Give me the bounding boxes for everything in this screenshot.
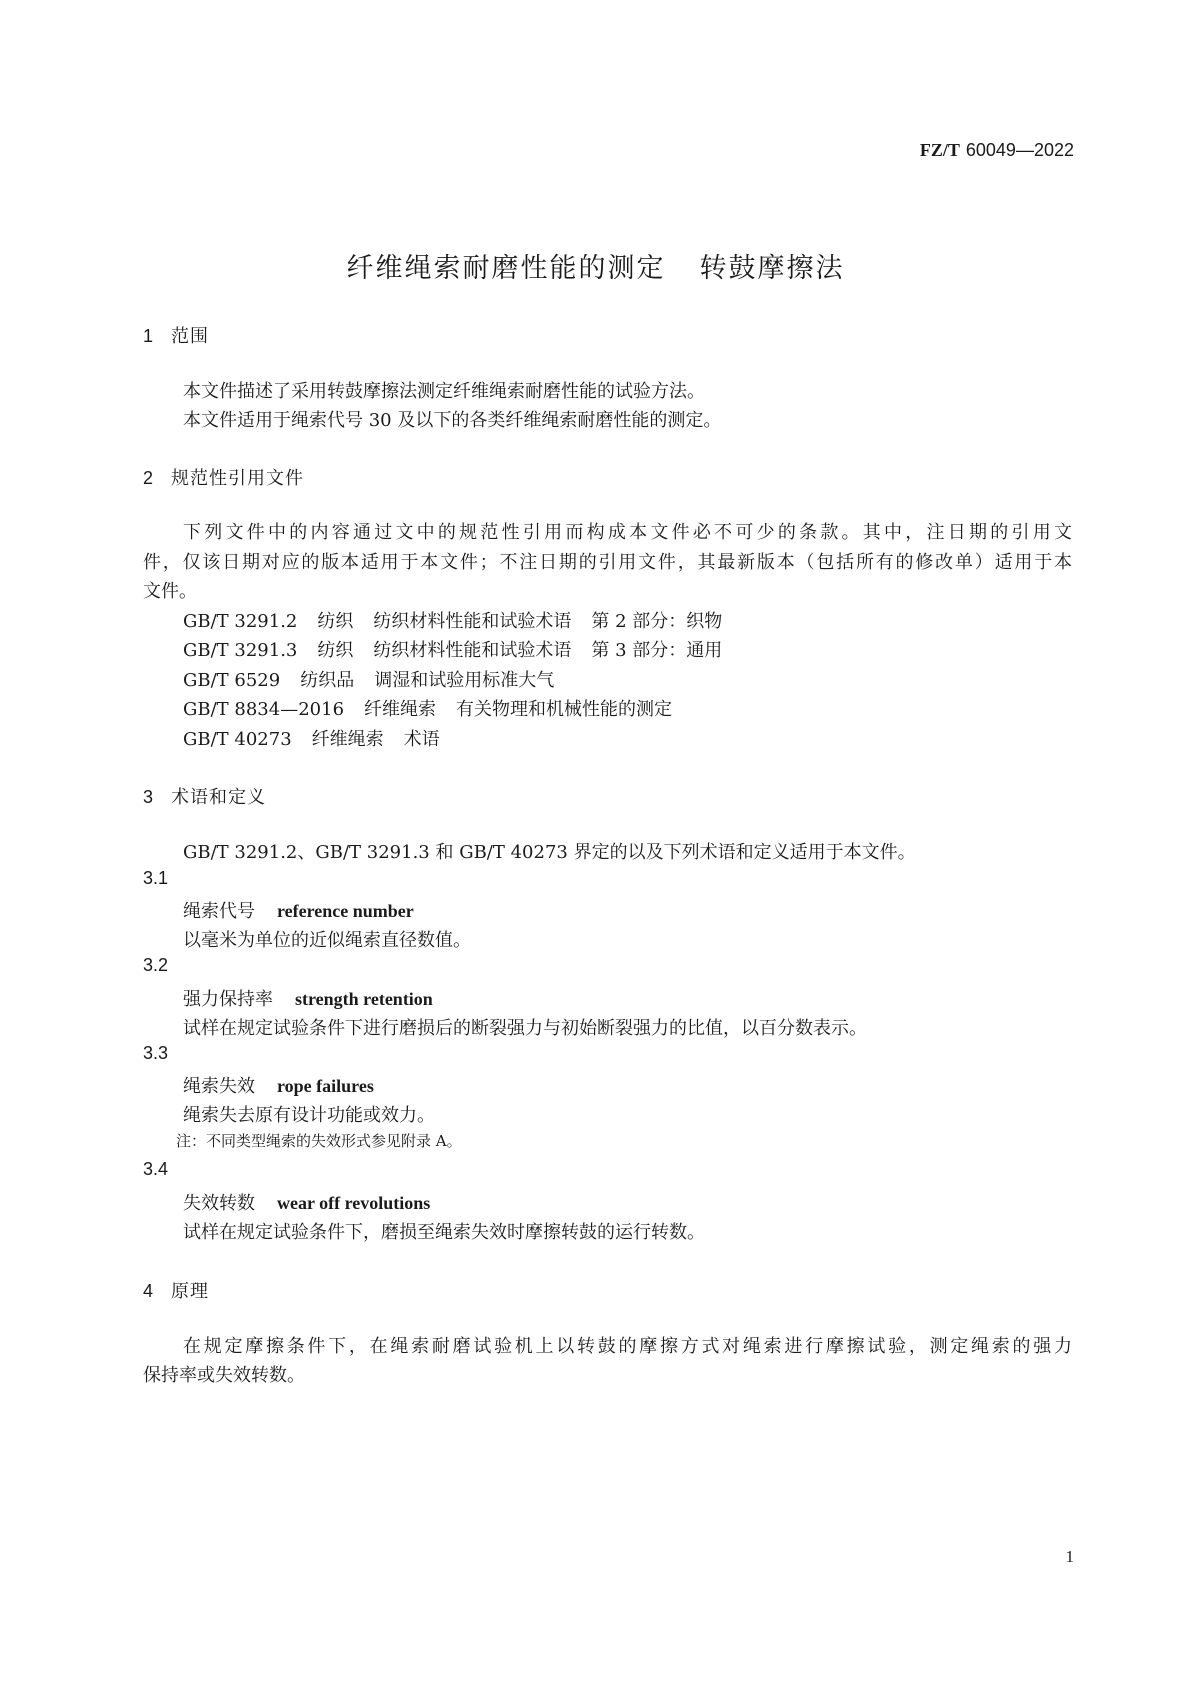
section-4-para-line-1: 在规定摩擦条件下，在绳索耐磨试验机上以转鼓的摩擦方式对绳索进行摩擦试验，测定绳索的强力 xyxy=(183,1336,1072,1357)
section-1-para-2: 本文件适用于绳索代号 30 及以下的各类纤维绳索耐磨性能的测定。 xyxy=(183,410,722,431)
term-note: 注：不同类型绳索的失效形式参见附录 A。 xyxy=(176,1132,462,1150)
reference-item: GB/T 3291.2 纺织 纺织材料性能和试验术语 第 2 部分：织物 xyxy=(183,611,723,632)
section-2-intro-line-2: 件，仅该日期对应的版本适用于本文件；不注日期的引用文件，其最新版本（包括所有的修改单）适用于本 xyxy=(143,552,1072,573)
reference-item: GB/T 40273 纤维绳索 术语 xyxy=(183,729,440,750)
document-title xyxy=(0,246,1191,285)
section-4-para-line-2: 保持率或失效转数。 xyxy=(143,1365,305,1386)
section-2-intro-line-3: 文件。 xyxy=(143,581,197,602)
section-4-heading: 4 原理 xyxy=(143,1281,209,1302)
section-2-intro-line-1: 下列文件中的内容通过文中的规范性引用而构成本文件必不可少的条款。其中，注日期的引用文 xyxy=(183,522,1072,543)
term-heading: 强力保持率 strength retention xyxy=(183,989,433,1010)
clause-number: 3.3 xyxy=(143,1043,169,1063)
term-definition: 以毫米为单位的近似绳索直径数值。 xyxy=(183,930,471,951)
term-definition: 绳索失去原有设计功能或效力。 xyxy=(183,1105,435,1126)
standard-prefix: FZ/T xyxy=(919,140,960,160)
reference-item: GB/T 3291.3 纺织 纺织材料性能和试验术语 第 3 部分：通用 xyxy=(183,640,723,661)
term-heading: 绳索代号 reference number xyxy=(183,901,414,922)
clause-number: 3.2 xyxy=(143,955,169,975)
term-definition: 试样在规定试验条件下进行磨损后的断裂强力与初始断裂强力的比值，以百分数表示。 xyxy=(183,1018,867,1039)
reference-item: GB/T 6529 纺织品 调湿和试验用标准大气 xyxy=(183,670,555,691)
term-heading: 失效转数 wear off revolutions xyxy=(183,1193,431,1214)
standard-code: 60049—2022 xyxy=(965,140,1074,160)
page-number: 1 xyxy=(1065,1547,1074,1566)
section-3-intro: GB/T 3291.2、GB/T 3291.3 和 GB/T 40273 界定的以及下列术语和定义适用于本文件。 xyxy=(183,842,916,863)
clause-number: 3.4 xyxy=(143,1159,169,1179)
section-3-heading: 3 术语和定义 xyxy=(143,787,266,808)
title-sub: 转鼓摩擦法 xyxy=(699,253,845,284)
section-1-para-1: 本文件描述了采用转鼓摩擦法测定纤维绳索耐磨性能的试验方法。 xyxy=(183,381,705,402)
standard-number xyxy=(920,140,1074,161)
section-2-heading: 2 规范性引用文件 xyxy=(143,468,304,489)
section-1-heading: 1 范围 xyxy=(143,326,209,347)
title-main: 纤维绳索耐磨性能的测定 xyxy=(346,253,666,284)
term-definition: 试样在规定试验条件下，磨损至绳索失效时摩擦转鼓的运行转数。 xyxy=(183,1222,705,1243)
clause-number: 3.1 xyxy=(143,868,169,888)
reference-item: GB/T 8834—2016 纤维绳索 有关物理和机械性能的测定 xyxy=(183,699,673,720)
term-heading: 绳索失效 rope failures xyxy=(183,1076,374,1097)
